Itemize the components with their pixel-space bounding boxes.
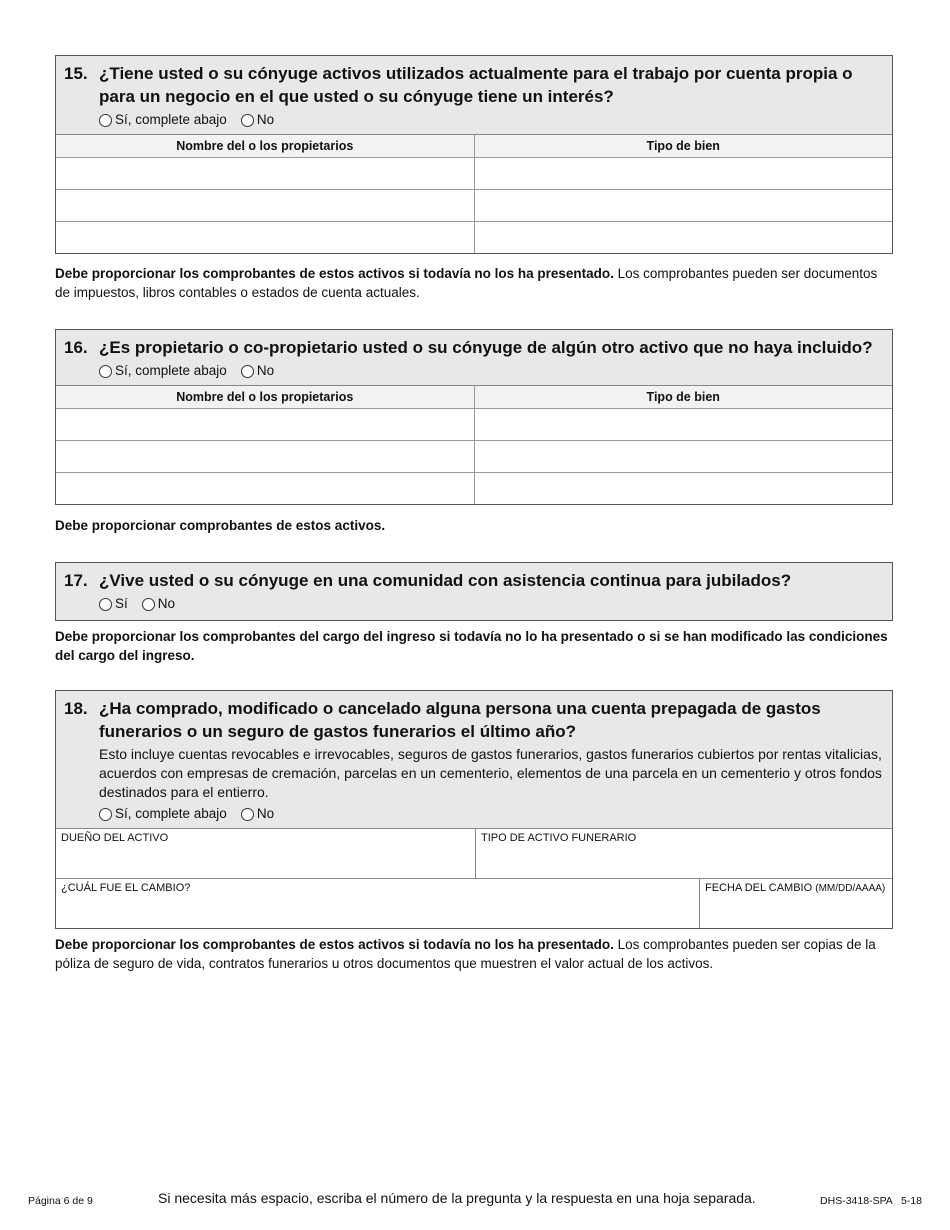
q17-no-radio[interactable]: No xyxy=(142,594,175,614)
question-17-header xyxy=(56,563,892,620)
q18-yes-radio[interactable]: Sí, complete abajo xyxy=(99,804,227,824)
question-text: ¿Ha comprado, modificado o cancelado alguna persona una cuenta prepagada de gastos funerarios o un seguro de gastos funerarios el último año? xyxy=(99,699,821,741)
radio-circle-icon[interactable] xyxy=(241,114,254,127)
question-text: ¿Vive usted o su cónyuge en una comunidad con asistencia continua para jubilados? xyxy=(99,571,792,590)
asset-type-input[interactable] xyxy=(475,441,893,472)
question-number: 18. xyxy=(64,699,88,718)
question-number: 16. xyxy=(64,338,88,357)
radio-circle-icon[interactable] xyxy=(142,598,155,611)
radio-circle-icon[interactable] xyxy=(99,808,112,821)
q18-note: Debe proporcionar los comprobantes de estos activos si todavía no los ha presentado. Los comprobantes pueden ser copias de la póliza de seguro de vida, contratos funerarios u otros documentos que muestren el valor actual de los activos. xyxy=(55,937,876,971)
radio-circle-icon[interactable] xyxy=(241,808,254,821)
owner-input[interactable] xyxy=(56,441,474,472)
footer-instructions: Si necesita más espacio, escriba el número de la pregunta y la respuesta en una hoja separada. xyxy=(158,1190,756,1206)
question-17-section xyxy=(55,562,893,621)
owner-input[interactable] xyxy=(56,158,474,189)
asset-owner-input[interactable] xyxy=(61,851,470,875)
question-15-section xyxy=(55,55,893,254)
q16-yes-radio[interactable]: Sí, complete abajo xyxy=(99,361,227,381)
column-header-asset-type: Tipo de bien xyxy=(474,135,892,158)
question-text: ¿Es propietario o co-propietario usted o su cónyuge de algún otro activo que no haya incluido? xyxy=(99,338,873,357)
q18-fields-row-1 xyxy=(56,828,892,878)
change-input[interactable] xyxy=(61,901,694,925)
page-number: Página 6 de 9 xyxy=(28,1195,93,1207)
table-row xyxy=(56,441,892,473)
asset-type-input[interactable] xyxy=(475,190,893,221)
q18-no-radio[interactable]: No xyxy=(241,804,274,824)
table-row xyxy=(56,190,892,222)
asset-type-input[interactable] xyxy=(475,473,893,504)
change-date-field: FECHA DEL CAMBIO (MM/DD/AAAA) xyxy=(699,879,892,928)
question-number: 17. xyxy=(64,571,88,590)
owner-input[interactable] xyxy=(56,190,474,221)
form-id: DHS-3418-SPA 5-18 xyxy=(820,1195,922,1207)
question-18-header xyxy=(56,691,892,828)
q15-assets-table xyxy=(56,134,892,253)
radio-circle-icon[interactable] xyxy=(99,114,112,127)
q15-no-radio[interactable]: No xyxy=(241,110,274,130)
question-16-section xyxy=(55,329,893,505)
question-16-header xyxy=(56,330,892,385)
q16-assets-table xyxy=(56,385,892,504)
q16-no-radio[interactable]: No xyxy=(241,361,274,381)
q15-note: Debe proporcionar los comprobantes de estos activos si todavía no los ha presentado. Los comprobantes pueden ser documentos de impuestos, libros contables o estados de cuenta actuales. xyxy=(55,266,878,300)
funeral-asset-type-input[interactable] xyxy=(481,851,887,875)
change-date-input[interactable] xyxy=(705,901,887,925)
radio-circle-icon[interactable] xyxy=(241,365,254,378)
asset-type-input[interactable] xyxy=(475,158,893,189)
column-header-asset-type: Tipo de bien xyxy=(474,386,892,409)
q17-note: Debe proporcionar los comprobantes del cargo del ingreso si todavía no lo ha presentado o si se han modificado las condiciones del cargo del ingreso. xyxy=(55,629,888,663)
change-field: ¿CUÁL FUE EL CAMBIO? xyxy=(56,879,699,928)
asset-type-input[interactable] xyxy=(475,222,893,253)
asset-type-input[interactable] xyxy=(475,409,893,440)
table-row xyxy=(56,222,892,254)
question-description: Esto incluye cuentas revocables e irrevocables, seguros de gastos funerarios, gastos funerarios cubiertos por rentas vitalicias, acuerdos con empresas de cremación, parcelas en un cementerio, elementos de una parcela en un cementerio y otros fondos destinados para el entierro. xyxy=(99,746,882,800)
table-row xyxy=(56,409,892,441)
q17-yes-radio[interactable]: Sí xyxy=(99,594,128,614)
radio-circle-icon[interactable] xyxy=(99,598,112,611)
column-header-owners: Nombre del o los propietarios xyxy=(56,135,474,158)
q18-fields-row-2 xyxy=(56,878,892,928)
question-text: ¿Tiene usted o su cónyuge activos utilizados actualmente para el trabajo por cuenta propia o para un negocio en el que usted o su cónyuge tiene un interés? xyxy=(99,64,853,106)
table-row xyxy=(56,158,892,190)
radio-circle-icon[interactable] xyxy=(99,365,112,378)
owner-input[interactable] xyxy=(56,409,474,440)
owner-input[interactable] xyxy=(56,222,474,253)
funeral-asset-type-field: TIPO DE ACTIVO FUNERARIO xyxy=(475,829,892,878)
asset-owner-field: DUEÑO DEL ACTIVO xyxy=(56,829,475,878)
table-row xyxy=(56,473,892,505)
column-header-owners: Nombre del o los propietarios xyxy=(56,386,474,409)
question-number: 15. xyxy=(64,64,88,83)
owner-input[interactable] xyxy=(56,473,474,504)
question-18-section xyxy=(55,690,893,929)
question-15-header xyxy=(56,56,892,134)
q16-note: Debe proporcionar comprobantes de estos activos. xyxy=(55,518,386,533)
q15-yes-radio[interactable]: Sí, complete abajo xyxy=(99,110,227,130)
